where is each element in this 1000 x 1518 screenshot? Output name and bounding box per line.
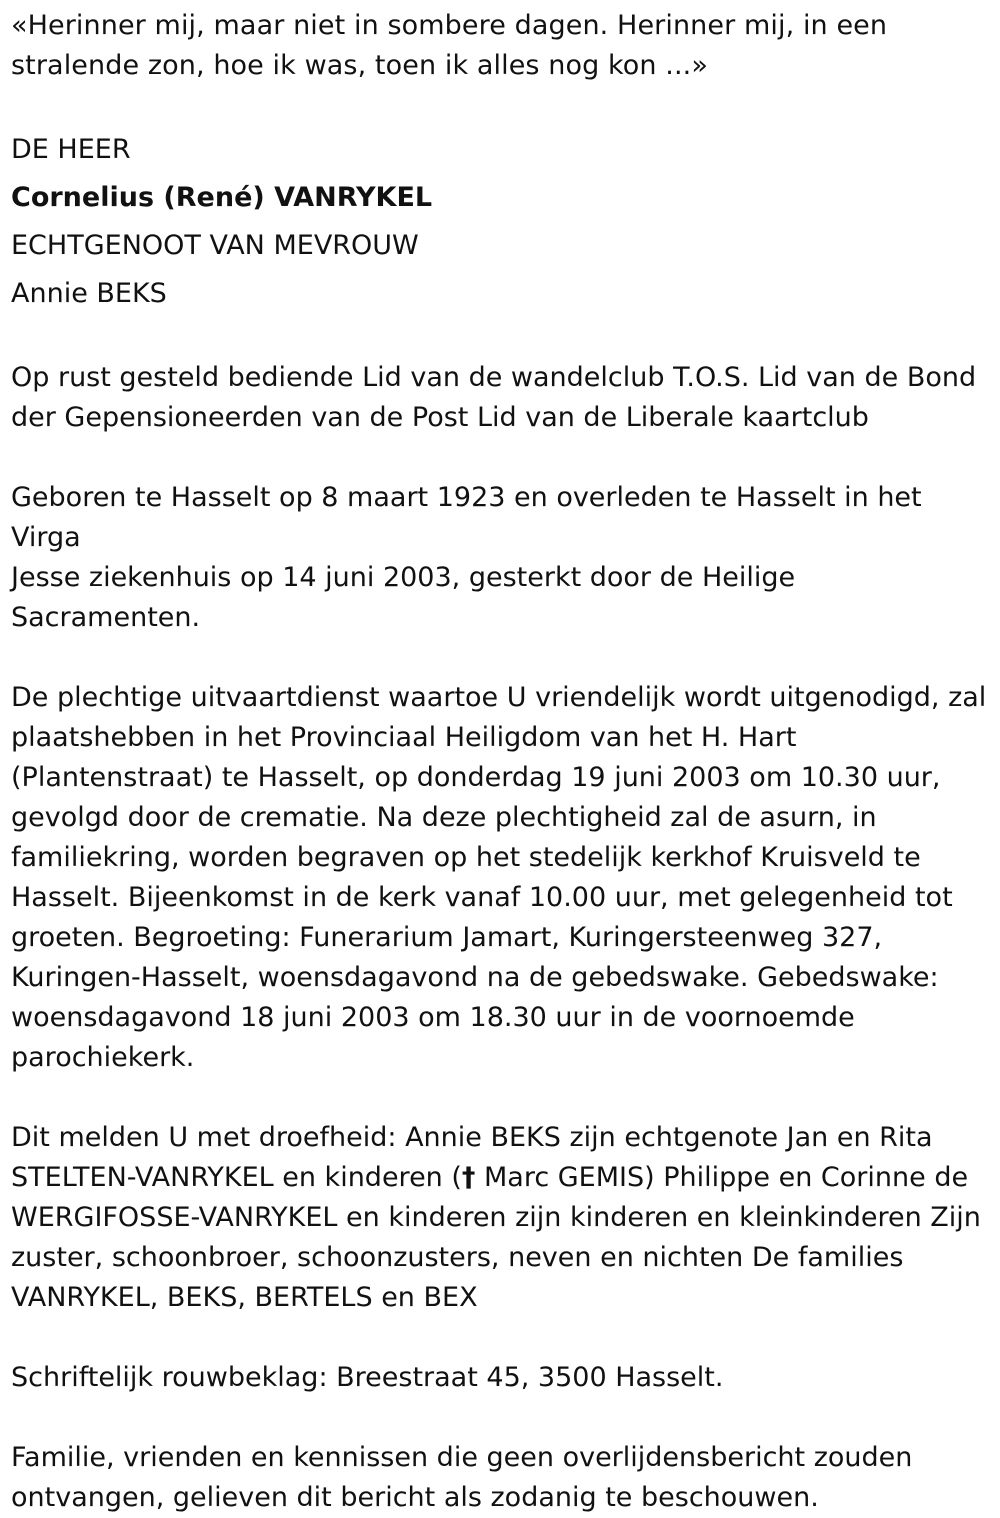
birth-death-line: Jesse ziekenhuis op 14 juni 2003, gesterkt door de Heilige Sacramenten. — [11, 562, 796, 633]
paragraph-spacer — [11, 438, 989, 478]
memberships-line: Op rust gesteld bediende Lid van de wandelclub T.O.S. Lid van de Bond — [11, 362, 977, 393]
paragraph-spacer — [11, 1398, 989, 1438]
closing-line: Familie, vrienden en kennissen die geen overlijdensbericht zouden — [11, 1442, 913, 1473]
service-line: (Plantenstraat) te Hasselt, op donderdag 19 juni 2003 om 10.30 uur, — [11, 762, 941, 793]
condolence-paragraph — [11, 1358, 989, 1398]
obituary-document — [11, 6, 989, 1518]
announcement-line: VANRYKEL, BEKS, BERTELS en BEX — [11, 1282, 478, 1313]
deceased-name: Cornelius (René) VANRYKEL — [11, 182, 433, 213]
service-line: familiekring, worden begraven op het stedelijk kerkhof Kruisveld te — [11, 842, 921, 873]
announcement-text-after-cross: Marc GEMIS) Philippe en Corinne de — [475, 1162, 969, 1193]
memberships-line: der Gepensioneerden van de Post Lid van de Liberale kaartclub — [11, 402, 869, 433]
paragraph-spacer — [11, 638, 989, 678]
paragraph-spacer — [11, 318, 989, 358]
service-line: Hasselt. Bijeenkomst in de kerk vanaf 10.00 uur, met gelegenheid tot — [11, 882, 953, 913]
memberships-paragraph — [11, 358, 989, 438]
announcement-line: Dit melden U met droefheid: Annie BEKS zijn echtgenote Jan en Rita — [11, 1122, 933, 1153]
quote-line: stralende zon, hoe ik was, toen ik alles nog kon ...» — [11, 50, 708, 81]
closing-line: ontvangen, gelieven dit bericht als zodanig te beschouwen. — [11, 1482, 819, 1513]
announcement-line: zuster, schoonbroer, schoonzusters, neven en nichten De families — [11, 1242, 904, 1273]
service-paragraph — [11, 678, 989, 1078]
announcement-line: WERGIFOSSE-VANRYKEL en kinderen zijn kinderen en kleinkinderen Zijn — [11, 1202, 981, 1233]
memorial-quote — [11, 6, 989, 86]
cross-icon: † — [461, 1162, 476, 1193]
announcement-line — [11, 1158, 989, 1198]
birth-death-paragraph — [11, 478, 989, 638]
service-line: plaatshebben in het Provinciaal Heiligdom van het H. Hart — [11, 722, 797, 753]
closing-paragraph — [11, 1438, 989, 1518]
service-line: De plechtige uitvaartdienst waartoe U vriendelijk wordt uitgenodigd, zal — [11, 682, 987, 713]
quote-line: «Herinner mij, maar niet in sombere dagen. Herinner mij, in een — [11, 10, 888, 41]
service-line: groeten. Begroeting: Funerarium Jamart, Kuringersteenweg 327, — [11, 922, 883, 953]
paragraph-spacer — [11, 1318, 989, 1358]
service-line: woensdagavond 18 juni 2003 om 18.30 uur in de voornoemde — [11, 1002, 855, 1033]
paragraph-spacer — [11, 86, 989, 126]
deceased-header — [11, 126, 989, 318]
paragraph-spacer — [11, 1078, 989, 1118]
condolence-address: Schriftelijk rouwbeklag: Breestraat 45, 3500 Hasselt. — [11, 1362, 724, 1393]
service-line: Kuringen-Hasselt, woensdagavond na de gebedswake. Gebedswake: — [11, 962, 939, 993]
honorific-title: DE HEER — [11, 134, 131, 165]
spouse-label: ECHTGENOOT VAN MEVROUW — [11, 230, 419, 261]
service-line: gevolgd door de crematie. Na deze plechtigheid zal de asurn, in — [11, 802, 877, 833]
announcement-paragraph — [11, 1118, 989, 1318]
spouse-name: Annie BEKS — [11, 278, 167, 309]
service-line: parochiekerk. — [11, 1042, 195, 1073]
announcement-text-before-cross: STELTEN-VANRYKEL en kinderen ( — [11, 1162, 462, 1193]
birth-death-line: Geboren te Hasselt op 8 maart 1923 en overleden te Hasselt in het Virga — [11, 482, 922, 553]
